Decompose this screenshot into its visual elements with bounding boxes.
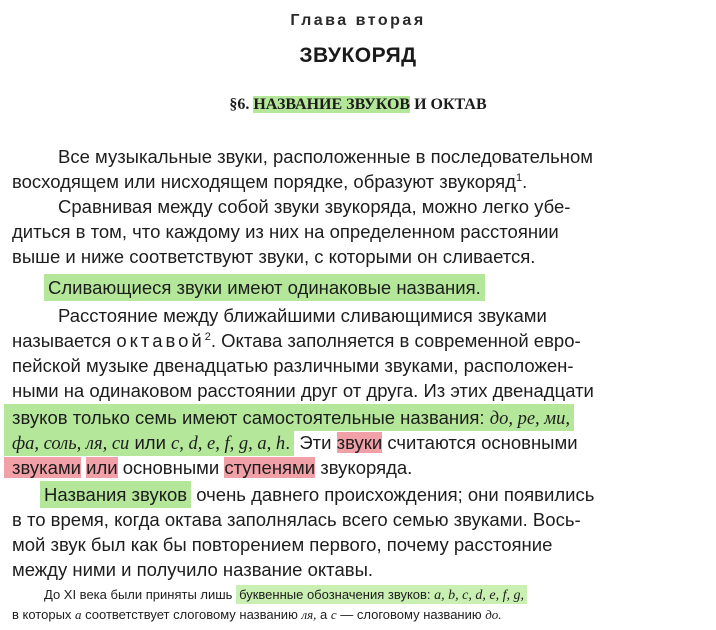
footnote-ref-1: 1 bbox=[515, 171, 523, 184]
letter-names: c, d, e, f, g, a, h bbox=[171, 434, 286, 454]
paragraph-1-line-1: Все музыкальные звуки, расположенные в последовательном bbox=[58, 146, 594, 167]
p4-text-b: . Октава заполняется в современной евро- bbox=[210, 330, 581, 351]
paragraph-5-line-1 bbox=[40, 482, 710, 508]
highlight-section-title[interactable]: НАЗВАНИЕ ЗВУКОВ bbox=[253, 96, 411, 113]
p4-considered: считаются основными bbox=[382, 432, 578, 453]
paragraph-5-line-4: между ними и получило название октавы. bbox=[12, 559, 374, 580]
fn2-c: а bbox=[316, 607, 331, 622]
seven-names-text: звуков только семь имеют самостоятельные названия: bbox=[12, 407, 485, 428]
footnote-line-2 bbox=[12, 605, 706, 625]
paragraph-4-line-6 bbox=[4, 430, 710, 457]
period: . bbox=[285, 432, 291, 453]
paragraph-3 bbox=[44, 275, 485, 301]
p4-of-scale: звукоряда. bbox=[315, 457, 413, 478]
paragraph-2-line-2: диться в том, что каждому из них на определенном расстоянии bbox=[12, 221, 559, 242]
p4-basic: основными bbox=[117, 457, 225, 478]
footnote-hl-text: буквенные обозначения звуков: bbox=[239, 587, 431, 602]
chapter-heading: Глава вторая bbox=[290, 12, 426, 29]
paragraph-4-line-7 bbox=[4, 455, 710, 481]
p4-text-a: называется bbox=[12, 330, 117, 351]
syllable-names-2: фа, соль, ля, си bbox=[12, 434, 130, 454]
fn2-a: в которых bbox=[12, 607, 76, 622]
chapter-title: ЗВУКОРЯД bbox=[299, 44, 417, 67]
highlight-names-of-sounds[interactable]: Названия звуков bbox=[40, 481, 191, 508]
fn2-d: — слоговому названию bbox=[336, 607, 486, 622]
paragraph-2-line-3: выше и ниже соответствуют звуки, с которыми он сливается. bbox=[12, 246, 536, 267]
section-heading bbox=[0, 96, 716, 114]
section-title-rest: И ОКТАВ bbox=[414, 96, 487, 113]
paragraph-1-line-2 bbox=[12, 169, 702, 195]
paragraph-2-line-1: Сравнивая между собой звуки звукоряда, можно легко убе- bbox=[58, 196, 571, 217]
footnote-ref-2: 2 bbox=[204, 330, 211, 343]
p4-these: Эти bbox=[294, 432, 337, 453]
fn2-b: соответствует слоговому названию bbox=[81, 607, 302, 622]
spaced-term-octave: октавой bbox=[116, 330, 205, 351]
highlight-note-names[interactable] bbox=[4, 429, 294, 456]
footnote-line-1 bbox=[12, 585, 706, 606]
paragraph-5-line-3: мой звук был как бы повторением первого, почему расстояние bbox=[12, 534, 553, 555]
fn2-letter-c: c bbox=[330, 607, 337, 622]
fn2-do: до. bbox=[485, 607, 502, 622]
p1-end: . bbox=[522, 171, 528, 192]
fn2-letter-a: a bbox=[75, 607, 82, 622]
paragraph-4-line-4: ными на одинаковом расстоянии друг от друга. Из этих двенадцати bbox=[12, 380, 594, 401]
highlight-red-ili[interactable]: или bbox=[86, 457, 118, 478]
highlight-seven-names[interactable] bbox=[4, 404, 574, 431]
fn2-la: ля, bbox=[301, 607, 317, 622]
footnote-text-a: До XI века были приняты лишь bbox=[44, 587, 237, 602]
highlight-red-zvukami[interactable]: звуками bbox=[4, 457, 81, 478]
highlight-rule-sentence[interactable]: Сливающиеся звуки имеют одинаковые названия. bbox=[44, 274, 485, 301]
syllable-names-1: до, ре, ми, bbox=[489, 409, 570, 429]
paragraph-4-line-3: пейской музыке двенадцатью различными звуками, расположен- bbox=[12, 355, 574, 376]
p5-text-a: очень давнего происхождения; они появились bbox=[191, 484, 595, 505]
paragraph-4-line-2 bbox=[12, 328, 702, 354]
p1-text: восходящем или нисходящем порядке, образуют звукоряд bbox=[12, 171, 516, 192]
or-word: или bbox=[134, 432, 166, 453]
footnote-letters: a, b, c, d, e, f, g, bbox=[434, 588, 524, 603]
highlight-letter-notation[interactable] bbox=[236, 585, 527, 604]
highlight-red-zvuki[interactable]: звуки bbox=[336, 432, 383, 453]
paragraph-4-line-5 bbox=[4, 405, 710, 432]
paragraph-5-line-2: в то время, когда октава заполнялась всего семью звуками. Вось- bbox=[12, 509, 581, 530]
section-number: §6. bbox=[229, 96, 250, 113]
paragraph-4-line-1: Расстояние между ближайшими сливающимися звуками bbox=[58, 305, 547, 326]
highlight-red-stupenyami[interactable]: ступенями bbox=[224, 457, 316, 478]
